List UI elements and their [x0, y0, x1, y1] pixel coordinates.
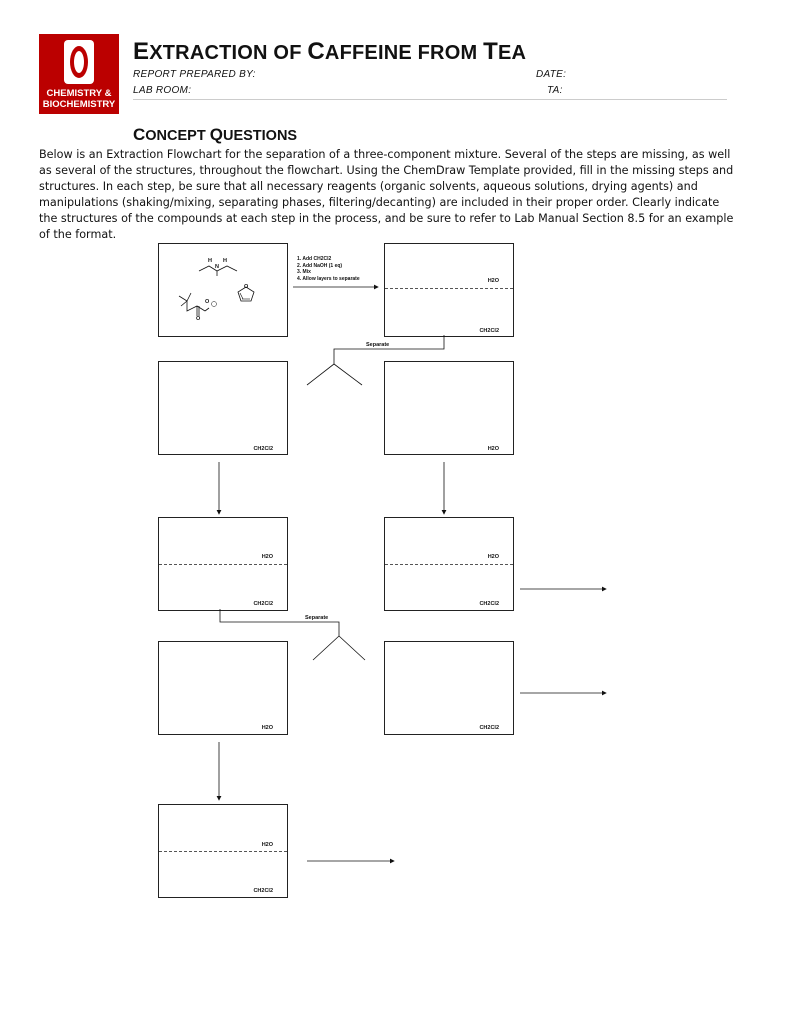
phase-boundary	[159, 851, 287, 852]
aqueous-layer-box-1	[384, 361, 514, 455]
chemistry-logo	[39, 34, 119, 114]
phase-boundary	[385, 564, 513, 565]
two-phase-box-4	[158, 804, 288, 898]
box6-top-label: H2O	[487, 554, 499, 560]
box4-solvent-label: H2O	[487, 446, 499, 452]
two-phase-box-3	[384, 517, 514, 611]
step-3: 3. Mix	[297, 269, 311, 275]
lab-room-label: LAB ROOM:	[133, 85, 192, 96]
step-2: 2. Add NaOH (1 eq)	[297, 262, 343, 269]
section-heading: CONCEPT QUESTIONS	[133, 125, 298, 144]
box6-bottom-label: CH2Cl2	[479, 601, 499, 607]
amine-n-label: N	[215, 264, 219, 270]
starting-mixture-box	[158, 243, 288, 337]
phase-boundary	[159, 564, 287, 565]
two-phase-box-2	[158, 517, 288, 611]
box3-solvent-label: CH2Cl2	[253, 446, 273, 452]
report-prepared-label: REPORT PREPARED BY:	[133, 69, 256, 80]
box5-top-label: H2O	[261, 554, 273, 560]
header-divider	[133, 99, 727, 100]
box5-bottom-label: CH2Cl2	[253, 601, 273, 607]
ring-o-label: O	[244, 284, 249, 290]
step-list	[297, 256, 360, 282]
box8-solvent-label: CH2Cl2	[479, 725, 499, 731]
box9-top-label: H2O	[261, 842, 273, 848]
box7-solvent-label: H2O	[261, 725, 273, 731]
date-label: DATE:	[536, 69, 567, 80]
separate-label-1: Separate	[366, 342, 390, 348]
carboxylate-o-label: O	[205, 299, 210, 305]
phase-boundary	[385, 288, 513, 289]
amine-h-label-1: H	[208, 258, 212, 264]
box9-bottom-label: CH2Cl2	[253, 888, 273, 894]
aqueous-layer-box-2	[158, 641, 288, 735]
logo-text-line2: BIOCHEMISTRY	[42, 99, 116, 110]
instructions-paragraph: Below is an Extraction Flowchart for the separation of a three-component mixture. Several of the steps are missing, as well as several of the structures, throughout the flowchart. Using the ChemDraw Template provided, fill in the missing steps and structures. In each step, be sure that all necessary reagents (organic solvents, aqueous solutions, drying agents) and manipulations (shaking/mixing, separating phases, filtering/decanting) are included in their proper order. Clearly indicate the structures of the compounds at each step in the process, and be sure to refer to Lab Manual Section 8.5 for an example of the format.	[39, 148, 734, 241]
page-title: EXTRACTION OF CAFFEINE FROM TEA	[133, 38, 527, 65]
step-1: 1. Add CH2Cl2	[297, 256, 332, 262]
organic-layer-box-1	[158, 361, 288, 455]
logo-text-line1: CHEMISTRY &	[46, 88, 112, 99]
aqueous-layer-label: H2O	[487, 278, 499, 284]
step-4: 4. Allow layers to separate	[297, 275, 360, 282]
organic-layer-label: CH2Cl2	[479, 328, 499, 334]
organic-layer-box-2	[384, 641, 514, 735]
ta-label: TA:	[547, 85, 563, 96]
two-phase-box-1	[384, 243, 514, 337]
carbonyl-o-label: O	[196, 316, 201, 322]
separate-label-2: Separate	[305, 615, 329, 621]
amine-h-label-2: H	[223, 258, 227, 264]
